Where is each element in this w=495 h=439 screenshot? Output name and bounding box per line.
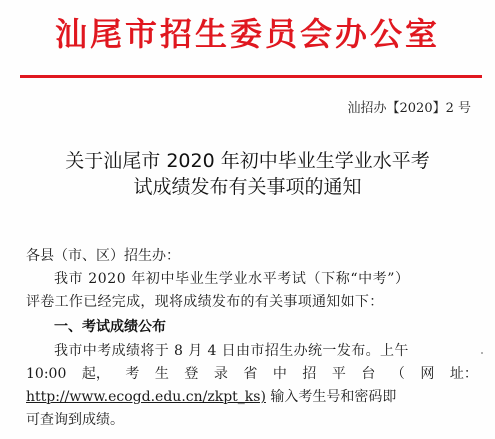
word: 平 bbox=[331, 366, 346, 382]
results-paragraph-line-4: 可查询到成绩。 bbox=[26, 412, 124, 428]
results-paragraph-line-2 bbox=[26, 363, 478, 386]
word: 址： bbox=[449, 366, 478, 382]
word: 录 bbox=[213, 366, 228, 382]
document-title bbox=[0, 148, 495, 200]
organization-header: 汕尾市招生委员会办公室 bbox=[54, 15, 440, 53]
results-paragraph-line-1: 我市中考成绩将于 8 月 4 日由市招生办统一发布。上午 bbox=[54, 343, 409, 359]
word: 生 bbox=[154, 366, 169, 382]
results-paragraph bbox=[26, 340, 478, 432]
header-divider bbox=[20, 75, 482, 78]
addressee: 各县（市、区）招生办： bbox=[26, 248, 180, 264]
intro-paragraph-line-2: 评卷工作已经完成，现将成绩发布的有关事项通知如下： bbox=[26, 294, 384, 310]
word: （ bbox=[390, 366, 405, 382]
document-title-line-1: 关于汕尾市 2020 年初中毕业生学业水平考 bbox=[65, 150, 430, 172]
query-platform-link[interactable]: http://www.ecogd.edu.cn/zkpt_ks) bbox=[26, 389, 266, 405]
word: 起， bbox=[81, 366, 110, 382]
word: 考 bbox=[125, 366, 140, 382]
intro-paragraph bbox=[26, 268, 478, 314]
section-heading-results: 一、考试成绩公布 bbox=[54, 319, 166, 335]
word: 中 bbox=[272, 366, 287, 382]
results-paragraph-line-3-rest: 输入考生号和密码即 bbox=[265, 389, 397, 405]
intro-paragraph-line-1: 我市 2020 年初中毕业生学业水平考试（下称“中考”） bbox=[54, 271, 410, 287]
word: 招 bbox=[302, 366, 317, 382]
word: 网 bbox=[420, 366, 435, 382]
document-number: 汕招办【2020】2 号 bbox=[347, 101, 471, 116]
results-paragraph-line-3 bbox=[26, 386, 478, 409]
word: 省 bbox=[243, 366, 258, 382]
word: 登 bbox=[184, 366, 199, 382]
document-title-line-2: 试成绩发布有关事项的通知 bbox=[133, 176, 362, 198]
word: 10:00 bbox=[26, 366, 67, 382]
word: 台 bbox=[361, 366, 376, 382]
scan-speck bbox=[481, 352, 483, 354]
